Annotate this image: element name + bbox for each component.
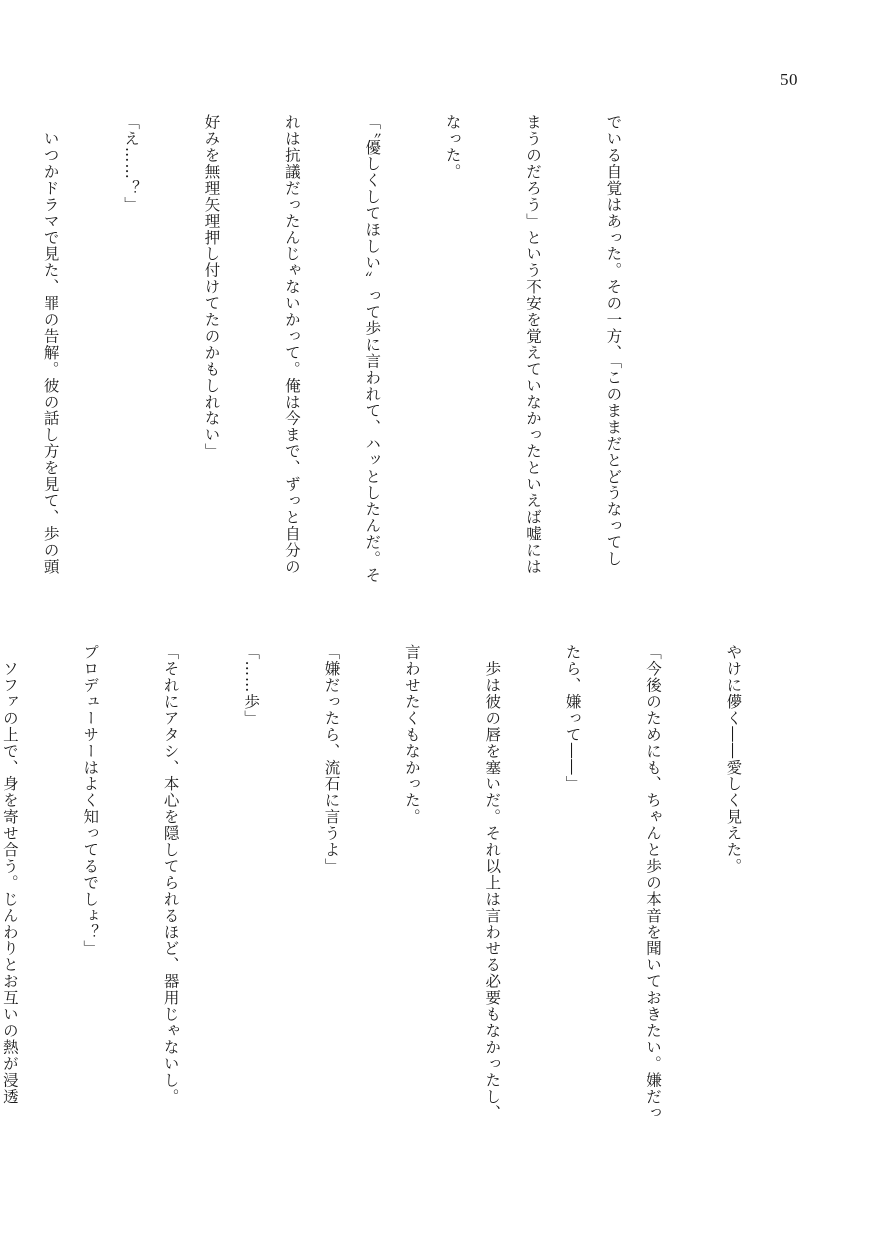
text-line: 好みを無理矢理押し付けてたのかもしれない」 [202, 114, 221, 460]
text-line: たら、嫌って――」 [563, 644, 582, 793]
text-line: なった。 [443, 114, 462, 180]
page-number: 50 [780, 70, 798, 89]
text-line: やけに儚く――愛しく見えた。 [724, 644, 743, 875]
text-line: 言わせたくもなかった。 [402, 644, 421, 825]
text-line: 「〝優しくしてほしい〟って歩に言われて、ハッとしたんだ。そ [363, 114, 382, 584]
text-line: 歩は彼の唇を塞いだ。それ以上は言わせる必要もなかったし、 [483, 644, 502, 1122]
text-line: 「え……？」 [122, 114, 141, 213]
upper-text-block [41, 114, 680, 616]
text-line: でいる自覚はあった。その一方、「このままだとどうなってし [604, 114, 623, 567]
lower-text-block [0, 644, 800, 1152]
text-line: 「……歩」 [242, 644, 261, 727]
text-line: ソファの上で、身を寄せ合う。じんわりとお互いの熱が浸透 [0, 644, 19, 1105]
text-line: 「今後のためにも、ちゃんと歩の本音を聞いておきたい。嫌だっ [644, 644, 663, 1122]
text-line: プロデューサーはよく知ってるでしょ？」 [81, 644, 100, 957]
text-line: 「それにアタシ、本心を隠してられるほど、器用じゃないし。 [161, 644, 180, 1105]
text-line: れは抗議だったんじゃないかって。俺は今まで、ずっと自分の [282, 114, 301, 575]
text-line: いつかドラマで見た、罪の告解。彼の話し方を見て、歩の頭 [41, 114, 60, 575]
text-line: 「嫌だったら、流石に言うよ」 [322, 644, 341, 875]
text-line: まうのだろう」という不安を覚えていなかったといえば嘘には [524, 114, 543, 575]
